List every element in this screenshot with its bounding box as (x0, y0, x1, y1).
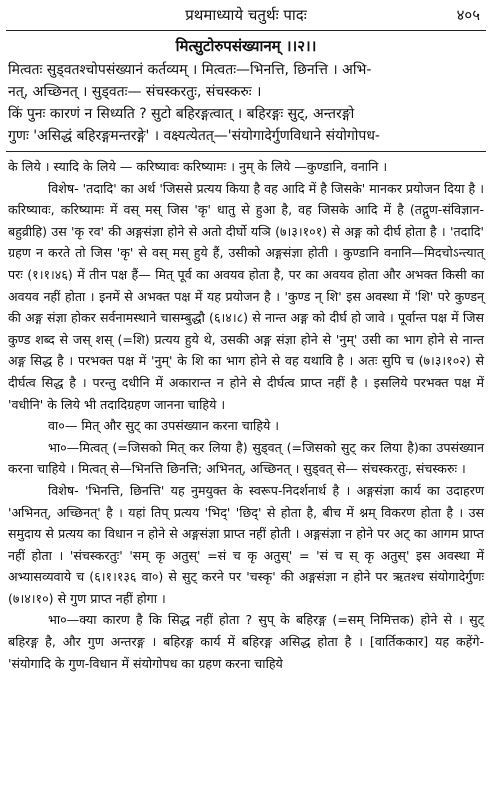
sutra-box (6, 31, 486, 152)
sutra-text-line: मित्वतः सुड्वतश्चोपसंख्यानं कर्तव्यम् । मित्वतः—भिनत्ति, छिनत्ति । अभि- (8, 62, 372, 78)
commentary-paragraph: विशेष- 'भिनत्ति, छिनत्ति' यह नुमयुक्त के स्वरूप-निदर्शनार्थ है । अङ्गसंज्ञा कार्य का उदाहरण 'अभिनत्, अच्छिनत्' है । यहां तिप् प्रत्यय 'भिद्' 'छिद्' से होता है, बीच में श्नम् विकरण होता है । उस समुदाय से प्रत्यय का विधान न होने से अङ्गसंज्ञा प्राप्त नहीं होती । अङ्गसंज्ञा न होने पर अट् का आगम प्राप्त नहीं होता । 'संचस्करतुः' 'सम् कृ अतुस्' =सं च कृ अतुस्' = 'सं च स् कृ अतुस्' इस अवस्था में अभ्यासव्यवाये च (६।१।१३६ वा०) से सुट् करने पर 'चस्कृ' की अङ्गसंज्ञा न होने पर ऋतश्च संयोगादेर्गुणः (७।४।१०) से गुण प्राप्त नहीं होगा । (8, 482, 484, 606)
running-header (6, 0, 486, 31)
commentary-paragraph: भा०—क्या कारण है कि सिद्ध नहीं होता ? सुप् के बहिरङ्ग (=सम् निमित्तक) होने से । सुट् बहिरङ्ग है, और गुण अन्तरङ्ग । बहिरङ्ग कार्य में बहिरङ्ग असिद्ध होता है । [वार्तिककार] यह कहेंगे- 'संयोगादि के गुण-विधान में संयोगोपध का ग्रहण करना चाहिये (8, 612, 484, 671)
commentary-paragraph: वा०— मित् और सुट् का उपसंख्यान करना चाहिये । (48, 418, 280, 434)
commentary-body (6, 152, 486, 674)
chapter-title: प्रथमाध्याये चतुर्थः पादः (185, 6, 307, 24)
sutra-heading: मित्सुटोरुपसंख्यानम् ।।२।। (175, 37, 317, 55)
page-number: ४०५ (456, 6, 480, 24)
sutra-text-line: किं पुनः कारणं न सिध्यति ? सुटो बहिरङ्गत्वात् । बहिरङ्गः सुट्, अन्तरङ्गो (8, 106, 355, 122)
commentary-paragraph: भा०—मित्वत् (=जिसको मित् कर लिया है) सुड्वत् (=जिसको सुट् कर लिया है)का उपसंख्यान करना चाहिये । मित्वत् से—भिनत्ति छिनत्ति; अभिनत्, अच्छिनत् । सुड्वत् से— संचस्करतुः, संचस्करुः । (8, 439, 484, 477)
sutra-text-line: नत्, अच्छिनत् । सुड्वतः— संचस्करतुः, संचस्करुः । (8, 84, 262, 100)
sutra-text-line: गुणः 'असिद्धं बहिरङ्गमन्तरङ्गे' । वक्ष्यत्येतत्—'संयोगादेर्गुणविधाने संयोगोपध- (8, 128, 380, 144)
commentary-paragraph: के लिये । स्यादि के लिये — करिष्यावः करिष्यामः । नुम् के लिये —कुण्डानि, वनानि । (8, 159, 388, 174)
commentary-paragraph: विशेष- 'तदादि' का अर्थ 'जिससे प्रत्यय किया है वह आदि में है जिसके' मानकर प्रयोजन दिया है । करिष्यावः, करिष्यामः में वस् मस् जिस 'कृ' धातु से हुआ है, वह जिसके आदि में है (तद्गुण-संविज्ञान-बहुव्रीहि) उस 'कृ रव' की अङ्गसंज्ञा होने से अतो दीर्घो यञि (७।३।१०१) से अङ्ग को दीर्घ होता है । 'तदादि' ग्रहण न करते तो जिस 'कृ' से वस् मस् हुये हैं, उसीको अङ्गसंज्ञा होती । कुण्डानि वनानि—मिदचोऽन्त्यात् परः (१।१।४६) में तीन पक्ष हैं— मित् पूर्व का अवयव होता है, पर का अवयव होता और अभक्त किसी का अवयव नहीं होता । इनमें से अभक्त पक्ष में यह प्रयोजन है । 'कुण्ड न् शि' इस अवस्था में 'शि' परे कुण्डन् की अङ्ग संज्ञा होकर सर्वनामस्थाने चासम्बुद्धौ (६।४।८) से नान्त अङ्ग को दीर्घ हो जावे । पूर्वान्त पक्ष में जिस कुण्ड शब्द से जस् शस् (=शि) प्रत्यय हुये थे, उसकी अङ्ग संज्ञा होने से 'नुम्' उसी का भाग होने से नान्त अङ्ग सिद्ध है । परभक्त पक्ष में 'नुम्' के शि का भाग होने से वह यथावि है । अतः सुपि च (७।३।१०२) से दीर्घत्व सिद्ध है । परन्तु दधीनि में अकारान्त न होने से दीर्घत्व प्राप्त नहीं है । इसलिये परभक्त पक्ष में 'वधीनि' के लिये भी तदादिग्रहण जानना चाहिये । (8, 180, 484, 412)
